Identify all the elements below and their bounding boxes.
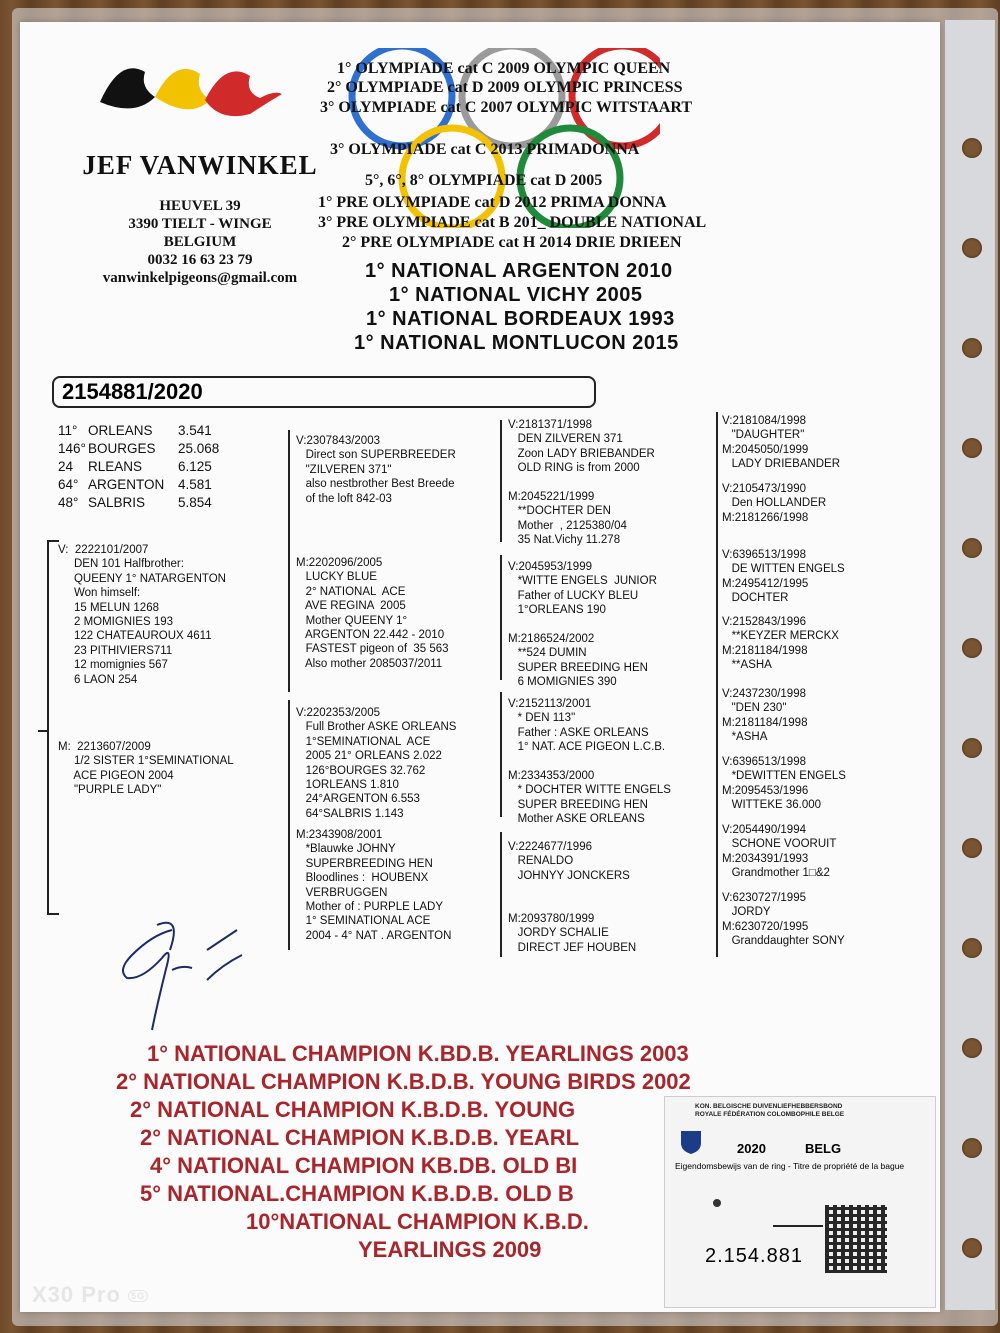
card-caption: Eigendomsbewijs van de ring - Titre de propriété de la bague	[675, 1161, 905, 1171]
card-hole	[713, 1199, 721, 1207]
granddam-entry: M:2202096/2005 LUCKY BLUE 2° NATIONAL ACE AVE REGINA 2005 Mother QUEENY 1° ARGENTON 22.442 - 2010 FASTEST pigeon of 35 563 Also mother 2085037/2011	[296, 557, 449, 670]
pedigree-bracket	[47, 540, 49, 915]
result-row: 64° ARGENTON 4.581	[58, 477, 212, 492]
breeder-block	[40, 150, 360, 287]
pedigree-bracket	[500, 555, 502, 680]
championship-line: 10°NATIONAL CHAMPION K.B.D.	[246, 1209, 589, 1234]
card-rule	[773, 1225, 823, 1227]
ancestor-entry: V:6396513/1998 *DEWITTEN ENGELS M:2095453/1996 WITTEKE 36.000	[722, 756, 846, 812]
grandsire-entry: V:2307843/2003 Direct son SUPERBREEDER "ZILVEREN 371" also nestbrother Best Breede of the loft 842-03	[296, 435, 456, 505]
olympiade-line: 3° OLYMPIADE cat C 2013 PRIMADONNA	[330, 141, 640, 158]
punch-hole	[962, 938, 982, 958]
championship-line: 2° NATIONAL CHAMPION K.B.D.B. YOUNG BIRDS 2002	[116, 1069, 691, 1094]
championship-line: 2° NATIONAL CHAMPION K.B.D.B. YEARL	[140, 1125, 580, 1150]
pedigree-bracket	[500, 420, 502, 542]
kbdb-shield-icon	[679, 1129, 703, 1155]
ancestor-entry: V:2437230/1998 "DEN 230" M:2181184/1998 *ASHA	[722, 688, 808, 744]
punch-hole	[962, 638, 982, 658]
ancestor-entry: V:2105473/1990 Den HOLLANDER M:2181266/1998	[722, 483, 827, 524]
result-row: 24 RLEANS 6.125	[58, 459, 212, 474]
punch-hole	[962, 538, 982, 558]
signature	[112, 910, 272, 1040]
great-grandparents-entry: V:2045953/1999 *WITTE ENGELS JUNIOR Father of LUCKY BLEU 1°ORLEANS 190 M:2186524/2002 **524 DUMIN SUPER BREEDING HEN 6 MOMIGNIES 390	[508, 561, 657, 689]
ancestor-entry: V:6230727/1995 JORDY M:6230720/1995 Granddaughter SONY	[722, 892, 845, 948]
punch-hole	[962, 1038, 982, 1058]
olympiade-line: 3° PRE OLYMPIADE cat B 201_ DOUBLE NATIONAL	[318, 214, 707, 231]
results-list	[58, 422, 219, 512]
olympiade-line: 5°, 6°, 8° OLYMPIADE cat D 2005	[365, 172, 603, 189]
email-address: vanwinkelpigeons@gmail.com	[102, 270, 298, 286]
olympiade-line: 1° OLYMPIADE cat C 2009 OLYMPIC QUEEN	[337, 60, 671, 77]
pedigree-bracket	[500, 832, 502, 957]
national-win: 1° NATIONAL VICHY 2005	[389, 284, 643, 306]
national-win: 1° NATIONAL ARGENTON 2010	[365, 260, 673, 282]
breeder-name: JEF VANWINKEL	[82, 150, 318, 180]
national-win: 1° NATIONAL MONTLUCON 2015	[354, 332, 679, 354]
great-grandparents-entry: V:2152113/2001 * DEN 113" Father : ASKE ORLEANS 1° NAT. ACE PIGEON L.C.B. M:2334353/2000 * DOCHTER WITTE ENGELS SUPER BREEDING HEN Mother ASKE ORLEANS	[508, 698, 671, 826]
sire-entry: V: 2222101/2007 DEN 101 Halfbrother: QUEENY 1° NATARGENTON Won himself: 15 MELUN 1268 2 MOMIGNIES 193 122 CHATEAUROUX 4611 23 PITHIVIERS711 12 momignies 567 6 LAON 254	[58, 544, 226, 686]
great-grandparents-entry: V:2181371/1998 DEN ZILVEREN 371 Zoon LADY BRIEBANDER OLD RING is from 2000 M:2045221/1999 **DOCHTER DEN Mother , 2125380/04 35 Nat.Vichy 11.278	[508, 419, 655, 547]
ring-ownership-card	[664, 1096, 936, 1308]
olympiade-line: 2° OLYMPIADE cat D 2009 OLYMPIC PRINCESS	[327, 79, 683, 96]
phone-number: 0032 16 63 23 79	[147, 252, 253, 268]
camera-watermark: X30 Pro 5G	[32, 1282, 148, 1308]
championship-line: YEARLINGS 2009	[358, 1237, 542, 1262]
result-row: 48° SALBRIS 5.854	[58, 495, 212, 510]
address-line: BELGIUM	[163, 234, 237, 250]
national-win: 1° NATIONAL BORDEAUX 1993	[366, 308, 675, 330]
pigeon-logo	[100, 62, 300, 132]
championship-line: 2° NATIONAL CHAMPION K.B.D.B. YOUNG	[130, 1097, 576, 1122]
punch-hole	[962, 138, 982, 158]
result-row: 146° BOURGES 25.068	[58, 441, 220, 456]
punch-hole	[962, 838, 982, 858]
olympiade-line: 2° PRE OLYMPIADE cat H 2014 DRIE DRIEEN	[342, 234, 682, 251]
address-line: HEUVEL 39	[159, 198, 241, 214]
result-row: 11° ORLEANS 3.541	[58, 423, 212, 438]
qr-code	[825, 1205, 887, 1273]
pedigree-bracket	[47, 540, 59, 542]
ancestor-entry: V:6396513/1998 DE WITTEN ENGELS M:2495412/1995 DOCHTER	[722, 549, 845, 605]
punch-hole	[962, 438, 982, 458]
pedigree-bracket	[716, 412, 718, 957]
granddam-entry: M:2343908/2001 *Blauwke JOHNY SUPERBREEDING HEN Bloodlines : HOUBENX VERBRUGGEN Mother of : PURPLE LADY 1° SEMINATIONAL ACE 2004 - 4° NAT . ARGENTON	[296, 829, 452, 942]
card-org: KON. BELGISCHE DUIVENLIEFHEBBERSBOND ROYALE FÉDÉRATION COLOMBOPHILE BELGE	[695, 1103, 845, 1118]
punch-hole	[962, 1138, 982, 1158]
great-grandparents-entry: V:2224677/1996 RENALDO JOHNYY JONCKERS M:2093780/1999 JORDY SCHALIE DIRECT JEF HOUBEN	[508, 841, 637, 954]
pedigree-bracket	[288, 700, 290, 950]
binder-strip	[945, 20, 995, 1310]
punch-hole	[962, 1238, 982, 1258]
pedigree-bracket	[500, 692, 502, 817]
punch-hole	[962, 238, 982, 258]
pedigree-bracket	[288, 430, 290, 692]
card-year: 2020	[737, 1141, 766, 1156]
pedigree-bracket	[38, 730, 48, 732]
grandsire-entry: V:2202353/2005 Full Brother ASKE ORLEANS 1°SEMINATIONAL ACE 2005 21° ORLEANS 2.022 126°BOURGES 32.762 1ORLEANS 1.810 24°ARGENTON 6.553 64°SALBRIS 1.143	[296, 707, 457, 820]
dam-entry: M: 2213607/2009 1/2 SISTER 1°SEMINATIONAL ACE PIGEON 2004 "PURPLE LADY"	[58, 741, 234, 797]
card-country: BELG	[805, 1141, 842, 1156]
card-ring-number: 2.154.881	[705, 1245, 803, 1267]
address-line: 3390 TIELT - WINGE	[128, 216, 272, 232]
ancestor-entry: V:2152843/1996 **KEYZER MERCKX M:2181184/1998 **ASHA	[722, 616, 839, 672]
ancestor-entry: V:2181084/1998 "DAUGHTER" M:2045050/1999 LADY DRIEBANDER	[722, 415, 841, 471]
championship-line: 4° NATIONAL CHAMPION KB.DB. OLD BI	[150, 1153, 578, 1178]
olympiade-line: 1° PRE OLYMPIADE cat D 2012 PRIMA DONNA	[318, 194, 667, 211]
olympiade-line: 3° OLYMPIADE cat C 2007 OLYMPIC WITSTAART	[320, 99, 693, 116]
ancestor-entry: V:2054490/1994 SCHONE VOORUIT M:2034391/1993 Grandmother 1□&2	[722, 824, 837, 880]
ring-number: 2154881/2020	[52, 376, 596, 408]
punch-hole	[962, 738, 982, 758]
championship-line: 1° NATIONAL CHAMPION K.BD.B. YEARLINGS 2003	[147, 1041, 689, 1066]
punch-hole	[962, 338, 982, 358]
championship-line: 5° NATIONAL.CHAMPION K.B.D.B. OLD B	[140, 1181, 574, 1206]
pedigree-bracket	[47, 913, 59, 915]
